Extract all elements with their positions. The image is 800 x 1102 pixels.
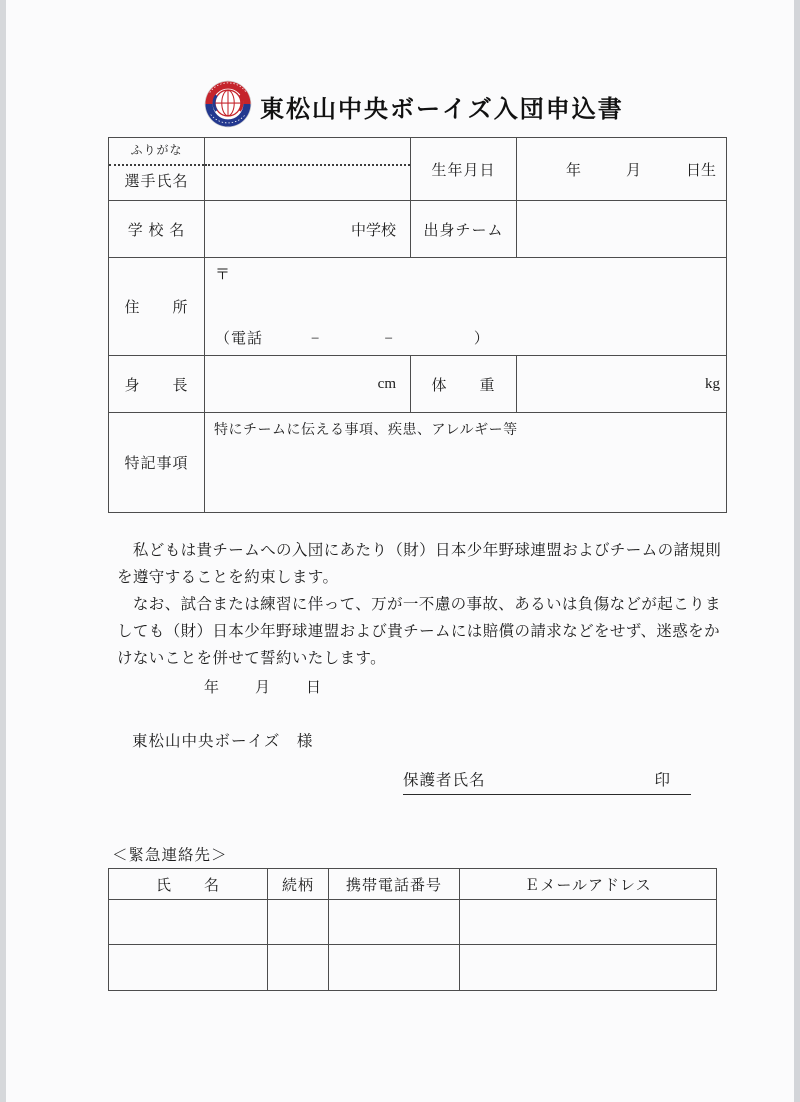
document-header xyxy=(204,80,664,132)
emergency-header-email: Ｅメールアドレス xyxy=(460,869,717,900)
pledge-line: なお、試合または練習に伴って、万が一不慮の事故、あるいは負傷などが起こりま xyxy=(117,596,721,613)
postal-mark: 〒 xyxy=(215,267,231,283)
emergency-relation-input[interactable] xyxy=(268,945,329,991)
guardian-name-label: 保護者氏名 xyxy=(403,772,486,789)
photo-edge-left xyxy=(0,0,6,1102)
guardian-signature-line[interactable] xyxy=(403,768,691,795)
pledge-line: しても（財）日本少年野球連盟および貴チームには賠償の請求などをせず、迷惑をか xyxy=(117,623,720,640)
birth-date-input[interactable]: 年 月 日生 xyxy=(517,138,727,201)
emergency-mobile-input[interactable] xyxy=(329,945,460,991)
seal-label: 印 xyxy=(654,772,671,789)
furigana-divider xyxy=(109,164,204,166)
height-label: 身 長 xyxy=(109,356,205,413)
emergency-header-name: 氏 名 xyxy=(109,869,268,900)
birth-date-label: 生年月日 xyxy=(411,138,517,201)
notes-label: 特記事項 xyxy=(109,413,205,513)
player-name-label-cell xyxy=(109,138,205,201)
emergency-mobile-input[interactable] xyxy=(329,900,460,945)
school-name-label: 学 校 名 xyxy=(109,201,205,258)
addressee-line: 東松山中央ボーイズ 様 xyxy=(132,733,314,750)
height-input[interactable]: cm xyxy=(205,356,411,413)
emergency-name-input[interactable] xyxy=(109,900,268,945)
notes-input[interactable] xyxy=(205,413,727,513)
team-emblem-icon xyxy=(204,80,252,133)
pledge-line: 私どもは貴チームへの入団にあたり（財）日本少年野球連盟およびチームの諸規則 xyxy=(117,542,722,559)
school-name-input[interactable]: 中学校 xyxy=(205,201,411,258)
emergency-header-mobile: 携帯電話番号 xyxy=(329,869,460,900)
emergency-relation-input[interactable] xyxy=(268,900,329,945)
photo-edge-right xyxy=(794,0,800,1102)
page-title: 東松山中央ボーイズ入団申込書 xyxy=(260,96,624,123)
emergency-email-input[interactable] xyxy=(460,900,717,945)
weight-input[interactable]: kg xyxy=(517,356,727,413)
origin-team-input[interactable] xyxy=(517,201,727,258)
pledge-paragraph xyxy=(117,537,727,672)
notes-hint: 特にチームに伝える事項、疾患、アレルギー等 xyxy=(214,423,518,438)
furigana-label: ふりがな xyxy=(130,143,183,157)
emergency-name-input[interactable] xyxy=(109,945,268,991)
date-template[interactable]: 年 月 日 xyxy=(204,680,324,696)
weight-label: 体 重 xyxy=(411,356,517,413)
pledge-line: けないことを併せて誓約いたします。 xyxy=(117,650,387,667)
pledge-line: を遵守することを約束します。 xyxy=(117,569,339,586)
furigana-divider xyxy=(205,164,410,166)
player-name-label: 選手氏名 xyxy=(124,174,189,190)
application-form-table xyxy=(108,137,727,513)
address-input[interactable] xyxy=(205,258,727,356)
emergency-header-relation: 続柄 xyxy=(268,869,329,900)
emergency-section-title: ＜緊急連絡先＞ xyxy=(112,847,228,864)
phone-template: （電話 − − ） xyxy=(215,331,490,347)
player-name-input[interactable] xyxy=(205,138,411,201)
address-label: 住 所 xyxy=(109,258,205,356)
emergency-contact-table xyxy=(108,868,717,991)
origin-team-label: 出身チーム xyxy=(411,201,517,258)
emergency-email-input[interactable] xyxy=(460,945,717,991)
